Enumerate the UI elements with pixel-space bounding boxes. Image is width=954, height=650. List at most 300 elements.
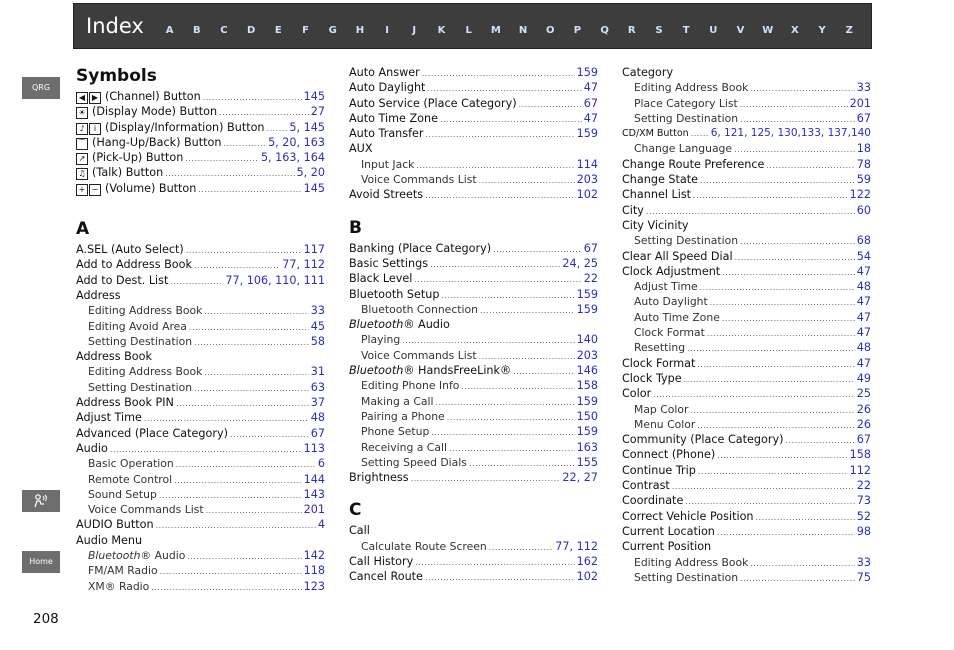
leader-dots <box>735 250 855 265</box>
letter-link-s[interactable]: S <box>655 25 663 36</box>
index-entry <box>622 386 871 401</box>
page-links[interactable]: 49 <box>856 371 871 385</box>
entry-label: Playing <box>361 333 401 347</box>
letter-link-u[interactable]: U <box>709 25 718 36</box>
leader-dots <box>690 403 854 418</box>
entry-label: Channel List <box>622 188 692 202</box>
page-links[interactable]: 5, 20, 163 <box>268 135 325 149</box>
entry-label: Calculate Route Screen <box>361 539 487 553</box>
leader-dots <box>189 320 309 335</box>
index-subentry <box>76 380 325 395</box>
entry-label: Place Category List <box>634 96 738 110</box>
letter-link-g[interactable]: G <box>328 25 337 36</box>
leader-dots <box>493 242 582 257</box>
index-entry <box>349 287 598 302</box>
entry-label: Community (Place Category) <box>622 433 784 447</box>
index-entry <box>349 141 598 156</box>
leader-dots <box>440 112 582 127</box>
index-entry <box>349 80 598 95</box>
page-links[interactable]: 75 <box>856 570 871 584</box>
index-entry <box>76 273 325 288</box>
entry-label: FM/AM Radio <box>88 564 158 578</box>
index-entry <box>622 264 871 279</box>
hang-up-icon: ⌒ <box>78 138 86 148</box>
letter-link-z[interactable]: Z <box>845 25 853 36</box>
entry-label: Map Color <box>634 402 689 416</box>
leader-dots <box>415 555 574 570</box>
leader-dots <box>426 127 575 142</box>
index-entry <box>76 181 325 196</box>
page-links[interactable]: 159 <box>576 66 598 79</box>
leader-dots <box>185 151 259 166</box>
entry-label: (Channel) Button <box>105 90 201 103</box>
index-subentry <box>622 402 871 417</box>
leader-dots <box>740 571 855 586</box>
qrg-button[interactable]: QRG <box>22 77 60 99</box>
letter-link-j[interactable]: J <box>412 25 417 36</box>
leader-dots <box>766 158 854 173</box>
leader-dots <box>402 333 574 348</box>
entry-label: Connect (Phone) <box>622 448 716 462</box>
entry-label: (Pick-Up) Button <box>92 151 184 165</box>
letter-link-i[interactable]: I <box>385 25 389 36</box>
page-links[interactable]: 117 <box>303 243 325 257</box>
page-links[interactable]: 98 <box>856 524 871 538</box>
page-links[interactable]: 67 <box>583 241 598 255</box>
leader-dots <box>684 372 855 387</box>
page-links[interactable]: 48 <box>310 411 325 425</box>
letter-link-r[interactable]: R <box>627 25 636 36</box>
leader-dots <box>646 204 855 219</box>
page-links[interactable]: 159 <box>576 287 598 301</box>
leader-dots <box>194 335 309 350</box>
entry-label: Auto Daylight <box>349 81 426 95</box>
page-links[interactable]: 63 <box>310 380 325 394</box>
entry-label: Editing Address Book <box>634 555 749 569</box>
page-links[interactable]: 67 <box>310 426 325 440</box>
index-column-1 <box>76 65 325 594</box>
index-entry <box>622 218 871 233</box>
page-links[interactable]: 150 <box>576 409 598 423</box>
entry-label: Banking (Place Category) <box>349 241 492 255</box>
entry-label: Bluetooth Setup <box>349 287 440 301</box>
leader-dots <box>700 280 855 295</box>
page-links[interactable]: 33 <box>856 555 871 569</box>
leader-dots <box>519 97 582 112</box>
page-links[interactable]: 47 <box>856 295 871 309</box>
entry-label: Correct Vehicle Position <box>622 509 754 523</box>
page-links[interactable]: 31 <box>310 365 325 379</box>
entry-label: Pairing a Phone <box>361 409 445 423</box>
letter-link-k[interactable]: K <box>437 25 446 36</box>
entry-label: Current Location <box>622 524 715 538</box>
page-links[interactable]: 48 <box>856 341 871 355</box>
index-entry <box>622 371 871 386</box>
entry-label: Coordinate <box>622 494 684 508</box>
page-links[interactable]: 77, 112 <box>282 258 325 272</box>
index-entry <box>76 104 325 119</box>
index-list-c-cont <box>622 65 871 585</box>
index-subentry <box>76 548 325 563</box>
page-links[interactable]: 5, 145 <box>289 120 325 134</box>
leader-dots <box>687 341 855 356</box>
entry-label: Clock Format <box>634 326 705 340</box>
page-links[interactable]: 123 <box>303 579 325 593</box>
index-subentry <box>76 502 325 517</box>
page-links[interactable]: 112 <box>849 463 871 477</box>
page-links[interactable]: 78 <box>856 157 871 171</box>
page-links[interactable]: 73 <box>856 494 871 508</box>
page-links[interactable]: 48 <box>856 280 871 294</box>
index-entry <box>76 395 325 410</box>
index-entry <box>622 126 871 141</box>
page-links[interactable]: 26 <box>856 402 871 416</box>
index-entry <box>349 65 598 80</box>
leader-dots <box>176 396 309 411</box>
entry-label: Audio Menu <box>76 533 143 547</box>
letter-link-c[interactable]: C <box>220 25 228 36</box>
index-entry <box>622 509 871 524</box>
entry-label: Basic Operation <box>88 457 174 471</box>
page-links[interactable]: 140 <box>576 333 598 347</box>
index-subentry <box>349 172 598 187</box>
entry-label: (Display Mode) Button <box>92 105 218 119</box>
leader-dots <box>480 303 575 318</box>
index-subentry <box>76 334 325 349</box>
page-links[interactable]: 26 <box>856 417 871 431</box>
page-links[interactable]: 5, 163, 164 <box>260 151 325 165</box>
index-subentry <box>622 325 871 340</box>
index-entry <box>349 256 598 271</box>
entry-label: Contrast <box>622 479 670 493</box>
leader-dots <box>165 166 294 181</box>
leader-dots <box>203 90 302 105</box>
index-entry <box>349 187 598 202</box>
index-subentry <box>349 302 598 317</box>
index-entry <box>349 363 598 378</box>
index-entry <box>622 65 871 80</box>
index-entry <box>622 157 871 172</box>
index-subentry <box>622 80 871 95</box>
page-links[interactable]: 114 <box>576 157 598 171</box>
page-links[interactable]: 18 <box>856 142 871 156</box>
leader-dots <box>425 188 575 203</box>
letter-link-w[interactable]: W <box>762 25 774 36</box>
page-links[interactable]: 68 <box>856 234 871 248</box>
leader-dots <box>431 425 574 440</box>
entry-label: Menu Color <box>634 417 696 431</box>
leader-dots <box>717 525 855 540</box>
letter-link-y[interactable]: Y <box>818 25 826 36</box>
leader-dots <box>469 456 575 471</box>
entry-label: Clock Format <box>622 356 696 370</box>
voice-button[interactable] <box>22 490 60 512</box>
page-links[interactable]: 77, 106, 110, 111 <box>225 273 325 287</box>
entry-label: Editing Address Book <box>88 304 203 318</box>
page-links[interactable]: 118 <box>303 564 325 578</box>
page-links[interactable]: 113 <box>303 441 325 455</box>
leader-dots <box>750 556 854 571</box>
entry-label: Setting Destination <box>634 234 739 248</box>
index-subentry <box>622 96 871 111</box>
page-links[interactable]: 52 <box>856 509 871 523</box>
leader-dots <box>740 97 848 112</box>
leader-dots <box>110 442 302 457</box>
index-entry <box>622 172 871 187</box>
page-links[interactable]: 67 <box>856 111 871 125</box>
leader-dots <box>194 258 280 273</box>
leader-dots <box>785 433 854 448</box>
index-entry <box>76 533 325 548</box>
entry-label: Basic Settings <box>349 256 429 270</box>
entry-label: Change Route Preference <box>622 157 765 171</box>
letter-link-q[interactable]: Q <box>600 25 609 36</box>
page-links[interactable]: 203 <box>576 348 598 362</box>
letter-link-b[interactable]: B <box>192 25 201 36</box>
leader-dots <box>722 265 855 280</box>
page-links[interactable]: 158 <box>849 448 871 462</box>
page-links[interactable]: 59 <box>856 173 871 187</box>
page-links[interactable]: 58 <box>310 334 325 348</box>
entry-label: Setting Destination <box>634 570 739 584</box>
letter-link-m[interactable]: M <box>490 25 501 36</box>
letter-link-a[interactable]: A <box>165 25 174 36</box>
index-subentry <box>76 472 325 487</box>
page-links[interactable]: 201 <box>849 96 871 110</box>
index-subentry <box>76 456 325 471</box>
entry-label: Voice Commands List <box>361 173 477 187</box>
letter-link-e[interactable]: E <box>274 25 282 36</box>
page-links[interactable]: 47 <box>583 111 598 125</box>
index-entry <box>349 569 598 584</box>
entry-label: Change Language <box>634 142 733 156</box>
entry-label: Address <box>76 288 121 302</box>
leader-dots <box>700 173 855 188</box>
letter-link-o[interactable]: O <box>545 25 555 36</box>
channel-icon: ◀ ▶ <box>76 92 101 104</box>
page-links[interactable]: 102 <box>576 188 598 202</box>
entry-label: Voice Commands List <box>88 503 204 517</box>
entry-label: Add to Address Book <box>76 258 192 272</box>
page-links[interactable]: 45 <box>310 319 325 333</box>
index-entry <box>622 478 871 493</box>
section-title-symbols: Symbols <box>76 66 157 86</box>
entry-label: Adjust Time <box>634 280 698 294</box>
entry-label: Setting Destination <box>88 334 193 348</box>
entry-label: Black Level <box>349 272 413 286</box>
entry-label: Setting Speed Dials <box>361 455 467 469</box>
leader-dots <box>697 357 854 372</box>
page-links[interactable]: 145 <box>303 90 325 103</box>
index-subentry <box>622 570 871 585</box>
index-entry <box>622 493 871 508</box>
index-subentry <box>622 340 871 355</box>
index-entry <box>349 126 598 141</box>
page-links[interactable]: 159 <box>576 302 598 316</box>
leader-dots <box>425 570 575 585</box>
page-links[interactable]: 6, 121, 125, 130,133, 137,140 <box>710 127 871 140</box>
page-links[interactable]: 203 <box>576 173 598 187</box>
index-entry <box>622 203 871 218</box>
entry-label: Auto Time Zone <box>349 111 438 125</box>
index-entry <box>349 96 598 111</box>
letter-link-d[interactable]: D <box>247 25 256 36</box>
page-links[interactable]: 159 <box>576 425 598 439</box>
page-links[interactable]: 4 <box>317 518 325 532</box>
page-links[interactable]: 162 <box>576 555 598 569</box>
index-subentry <box>349 455 598 470</box>
leader-dots <box>441 288 574 303</box>
entry-label: Receiving a Call <box>361 440 447 454</box>
entry-label: Voice Commands List <box>361 348 477 362</box>
page-links[interactable]: 102 <box>576 570 598 584</box>
leader-dots <box>198 182 301 197</box>
page-links[interactable]: 143 <box>303 487 325 501</box>
page-links[interactable]: 155 <box>576 455 598 469</box>
letter-link-v[interactable]: V <box>736 25 745 36</box>
entry-label: Editing Avoid Area <box>88 319 187 333</box>
index-subentry <box>349 378 598 393</box>
index-entry <box>76 288 325 303</box>
page-links[interactable]: 27 <box>310 105 325 119</box>
leader-dots <box>710 295 855 310</box>
entry-label: Editing Address Book <box>634 81 749 95</box>
symbols-list <box>76 89 325 196</box>
page-links[interactable]: 47 <box>856 326 871 340</box>
index-entry <box>76 257 325 272</box>
index-entry <box>349 317 598 332</box>
leader-dots <box>194 381 309 396</box>
leader-dots <box>187 549 301 564</box>
entry-label: Remote Control <box>88 472 173 486</box>
leader-dots <box>204 365 308 380</box>
page-links[interactable]: 47 <box>856 356 871 370</box>
page-links[interactable]: 159 <box>576 394 598 408</box>
page-links[interactable]: 122 <box>849 188 871 202</box>
page-links[interactable]: 47 <box>856 264 871 278</box>
page-links[interactable]: 67 <box>856 433 871 447</box>
letter-link-n[interactable]: N <box>518 25 528 36</box>
leader-dots <box>722 311 855 326</box>
page-links[interactable]: 47 <box>856 310 871 324</box>
leader-dots <box>513 364 574 379</box>
letter-link-l[interactable]: L <box>465 25 472 36</box>
index-subentry <box>349 348 598 363</box>
entry-label: Input Jack <box>361 157 415 171</box>
page-links[interactable]: 22 <box>856 479 871 493</box>
page-links[interactable]: 159 <box>576 127 598 141</box>
entry-label: Sound Setup <box>88 487 157 501</box>
leader-dots <box>672 479 855 494</box>
page-links[interactable]: 54 <box>856 249 871 263</box>
entry-label: Auto Service (Place Category) <box>349 96 517 110</box>
index-column-2 <box>349 65 598 585</box>
entry-label: Editing Phone Info <box>361 379 460 393</box>
page-links[interactable]: 163 <box>576 440 598 454</box>
page-links[interactable]: 60 <box>856 203 871 217</box>
leader-dots <box>206 503 302 518</box>
section-letter-a: A <box>76 219 90 240</box>
index-entry <box>349 271 598 286</box>
page-links[interactable]: 158 <box>576 379 598 393</box>
index-list-a <box>76 242 325 594</box>
page-links[interactable]: 33 <box>310 304 325 318</box>
page-links[interactable]: 77, 112 <box>555 539 598 553</box>
index-subentry <box>349 539 598 554</box>
page-links[interactable]: 145 <box>303 181 325 195</box>
index-entry <box>76 426 325 441</box>
entry-label: Add to Dest. List <box>76 273 169 287</box>
page-links[interactable]: 142 <box>303 549 325 563</box>
entry-label: XM® Radio <box>88 579 150 593</box>
page-links[interactable]: 24, 25 <box>562 256 598 270</box>
index-entry <box>349 470 598 485</box>
index-subentry <box>76 563 325 578</box>
leader-dots <box>479 349 575 364</box>
leader-dots <box>734 142 855 157</box>
entry-label: Avoid Streets <box>349 188 424 202</box>
entry-label: Bluetooth® Audio <box>349 318 450 332</box>
letter-link-x[interactable]: X <box>791 25 799 36</box>
page-links[interactable]: 146 <box>576 364 598 378</box>
index-entry <box>622 463 871 478</box>
page-links[interactable]: 37 <box>310 396 325 410</box>
letter-link-h[interactable]: H <box>355 25 365 36</box>
index-subentry <box>349 440 598 455</box>
leader-dots <box>461 379 574 394</box>
letter-link-t[interactable]: T <box>682 25 690 36</box>
entry-label: Bluetooth® Audio <box>88 549 186 563</box>
entry-label: Brightness <box>349 471 409 485</box>
entry-label: Adjust Time <box>76 411 142 425</box>
entry-label: City <box>622 203 644 217</box>
page-links[interactable]: 47 <box>583 81 598 95</box>
index-subentry <box>349 424 598 439</box>
entry-label: Clock Adjustment <box>622 264 721 278</box>
page-links[interactable]: 201 <box>303 503 325 517</box>
entry-label: A.SEL (Auto Select) <box>76 243 184 257</box>
page-links[interactable]: 22, 27 <box>562 471 598 485</box>
leader-dots <box>160 564 302 579</box>
leader-dots <box>707 326 855 341</box>
leader-dots <box>750 81 854 96</box>
page-title: Index <box>86 14 144 38</box>
page-links[interactable]: 33 <box>856 81 871 95</box>
page-links[interactable]: 25 <box>856 387 871 401</box>
letter-link-f[interactable]: F <box>302 25 309 36</box>
leader-dots <box>416 158 574 173</box>
leader-dots <box>697 418 854 433</box>
index-entry <box>349 241 598 256</box>
page-links[interactable]: 6 <box>317 457 325 471</box>
page-links[interactable]: 67 <box>583 96 598 110</box>
index-subentry <box>349 409 598 424</box>
index-header <box>73 3 872 49</box>
leader-dots <box>740 234 855 249</box>
entry-label: Advanced (Place Category) <box>76 426 228 440</box>
page-links[interactable]: 144 <box>303 472 325 486</box>
leader-dots <box>174 473 302 488</box>
section-letter-c: C <box>349 500 362 521</box>
page-links[interactable]: 22 <box>583 272 598 286</box>
home-button[interactable]: Home <box>22 551 60 573</box>
entry-label: Audio <box>76 441 108 455</box>
letter-link-p[interactable]: P <box>573 25 582 36</box>
index-entry <box>76 165 325 180</box>
leader-dots <box>151 580 301 595</box>
page-links[interactable]: 5, 20 <box>296 166 325 180</box>
index-entry <box>76 242 325 257</box>
